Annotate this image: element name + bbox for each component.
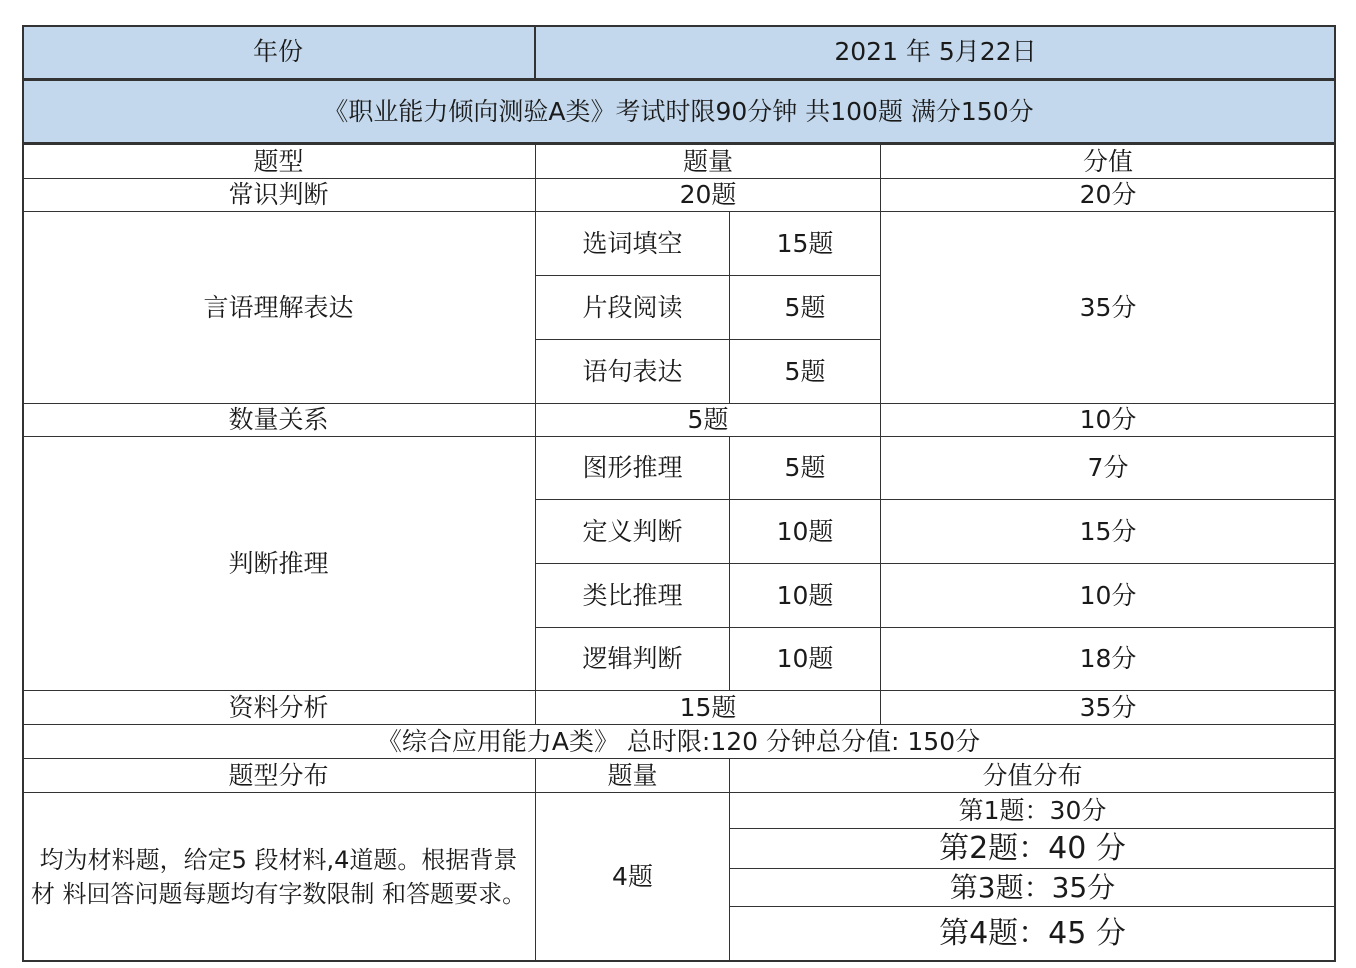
b-col-header-score: 分值分布 bbox=[730, 759, 1336, 793]
panduan-sub-count: 10题 bbox=[730, 500, 881, 564]
row-shuliang-count: 5题 bbox=[536, 404, 881, 437]
panduan-sub-name: 类比推理 bbox=[536, 564, 730, 628]
row-yanyu-score: 35分 bbox=[881, 212, 1336, 404]
year-value-cell: 2021 年 5月22日 bbox=[536, 25, 1336, 81]
section-b-title: 《综合应用能力A类》 总时限:120 分钟总分值: 150分 bbox=[22, 725, 1336, 759]
panduan-sub-count: 10题 bbox=[730, 564, 881, 628]
row-yanyu-name: 言语理解表达 bbox=[22, 212, 536, 404]
b-score-item: 第3题：35分 bbox=[730, 869, 1336, 907]
panduan-sub-name: 图形推理 bbox=[536, 437, 730, 500]
row-shuliang-name: 数量关系 bbox=[22, 404, 536, 437]
b-score-item: 第1题：30分 bbox=[730, 793, 1336, 829]
panduan-sub-score: 18分 bbox=[881, 628, 1336, 691]
section-a-title: 《职业能力倾向测验A类》考试时限90分钟 共100题 满分150分 bbox=[22, 81, 1336, 145]
b-col-header-type: 题型分布 bbox=[22, 759, 536, 793]
b-score-item: 第2题：40 分 bbox=[730, 829, 1336, 869]
col-header-type: 题型 bbox=[22, 145, 536, 179]
row-changshi-score: 20分 bbox=[881, 179, 1336, 212]
panduan-sub-name: 逻辑判断 bbox=[536, 628, 730, 691]
yanyu-sub-count: 15题 bbox=[730, 212, 881, 276]
row-ziliao-name: 资料分析 bbox=[22, 691, 536, 725]
panduan-sub-count: 5题 bbox=[730, 437, 881, 500]
row-ziliao-count: 15题 bbox=[536, 691, 881, 725]
panduan-sub-name: 定义判断 bbox=[536, 500, 730, 564]
row-panduan-name: 判断推理 bbox=[22, 437, 536, 691]
yanyu-sub-name: 语句表达 bbox=[536, 340, 730, 404]
panduan-sub-score: 10分 bbox=[881, 564, 1336, 628]
b-description: 均为材料题，给定5 段材料,4道题。根据背景材 料回答问题每题均有字数限制 和答题要求。 bbox=[22, 793, 536, 962]
panduan-sub-score: 15分 bbox=[881, 500, 1336, 564]
row-shuliang-score: 10分 bbox=[881, 404, 1336, 437]
b-col-header-count: 题量 bbox=[536, 759, 730, 793]
panduan-sub-score: 7分 bbox=[881, 437, 1336, 500]
col-header-count: 题量 bbox=[536, 145, 881, 179]
yanyu-sub-name: 片段阅读 bbox=[536, 276, 730, 340]
col-header-score: 分值 bbox=[881, 145, 1336, 179]
row-changshi-name: 常识判断 bbox=[22, 179, 536, 212]
row-changshi-count: 20题 bbox=[536, 179, 881, 212]
year-label-cell: 年份 bbox=[22, 25, 536, 81]
panduan-sub-count: 10题 bbox=[730, 628, 881, 691]
yanyu-sub-count: 5题 bbox=[730, 276, 881, 340]
b-count: 4题 bbox=[536, 793, 730, 962]
yanyu-sub-count: 5题 bbox=[730, 340, 881, 404]
row-ziliao-score: 35分 bbox=[881, 691, 1336, 725]
b-score-item: 第4题：45 分 bbox=[730, 907, 1336, 962]
yanyu-sub-name: 选词填空 bbox=[536, 212, 730, 276]
exam-structure-table bbox=[22, 25, 1336, 962]
